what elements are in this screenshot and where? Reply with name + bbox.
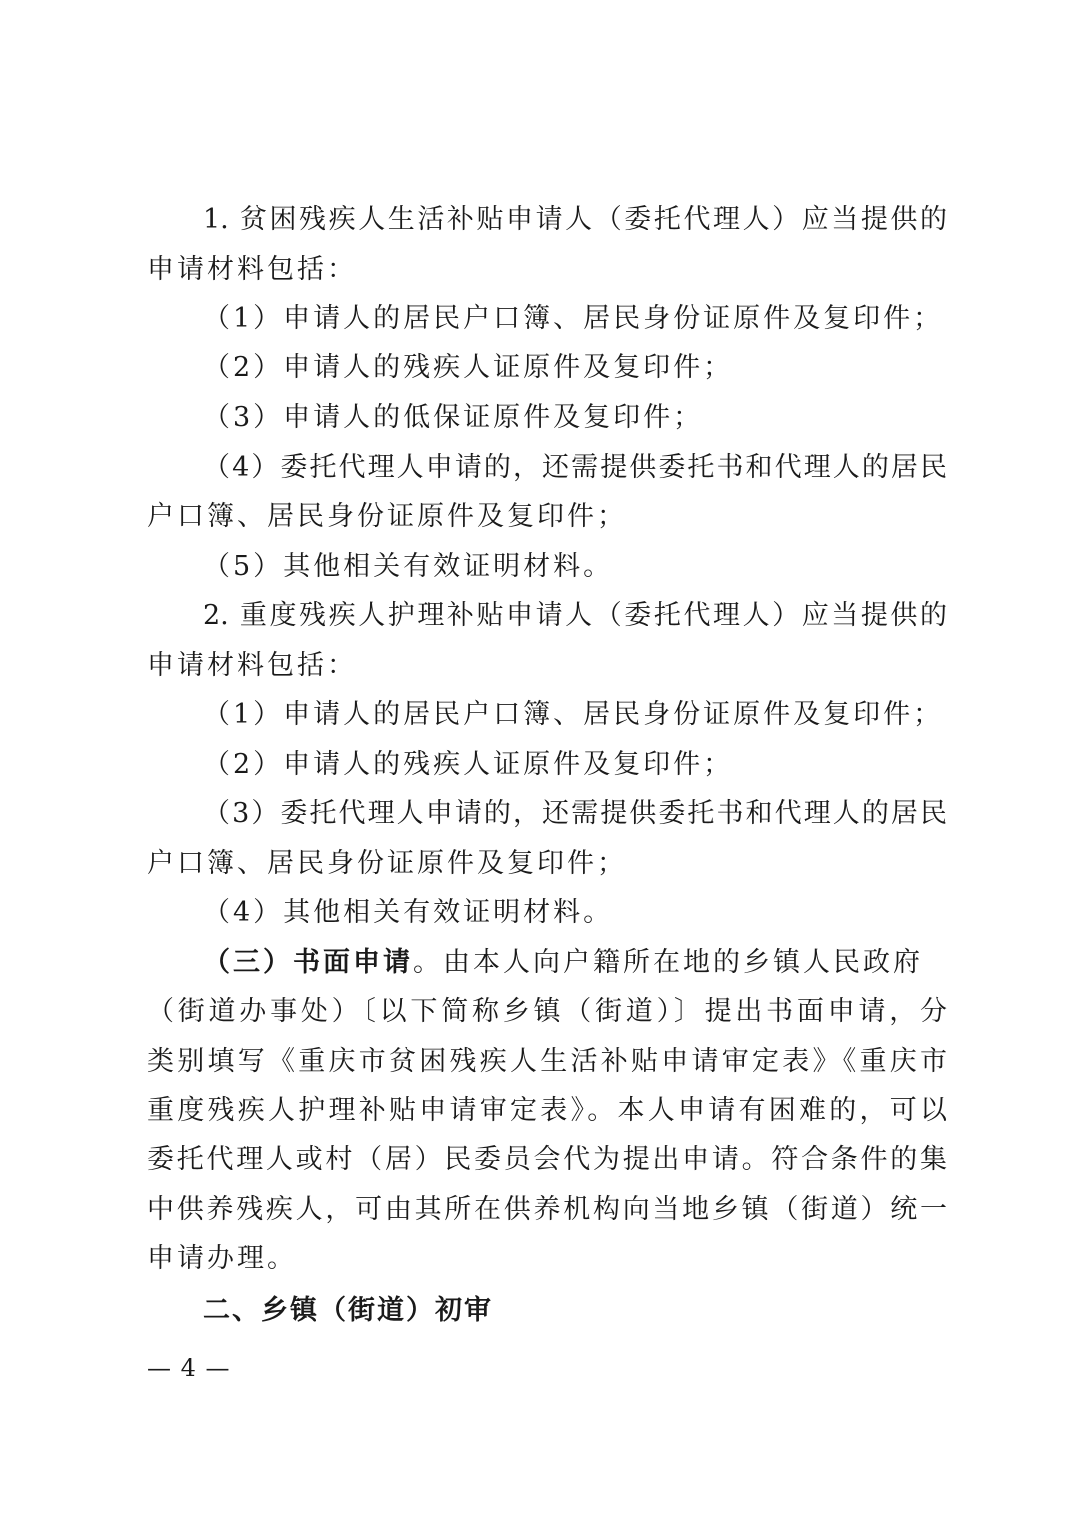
- list-item: （3）申请人的低保证原件及复印件；: [203, 402, 704, 433]
- paragraph-line: （街道办事处）〔以下简称乡镇（街道）〕提出书面申请，分: [147, 996, 947, 1027]
- section-title-inline: （三）书面申请: [203, 947, 413, 978]
- section-heading: 二、乡镇（街道）初审: [203, 1295, 493, 1326]
- page-number: — 4 —: [147, 1354, 231, 1382]
- paragraph-line: 中供养残疾人，可由其所在供养机构向当地乡镇（街道）统一: [147, 1194, 947, 1225]
- paragraph-line: 申请材料包括：: [147, 254, 357, 285]
- paragraph-text: 。由本人向户籍所在地的乡镇人民政府: [413, 947, 923, 978]
- paragraph-line: 类别填写《重庆市贫困残疾人生活补贴申请审定表》《重庆市: [147, 1046, 947, 1077]
- list-item: （2）申请人的残疾人证原件及复印件；: [203, 749, 734, 780]
- paragraph-line: [203, 943, 947, 983]
- paragraph-line: 2. 重度残疾人护理补贴申请人（委托代理人）应当提供的: [203, 600, 947, 631]
- list-item: （4）其他相关有效证明材料。: [203, 897, 614, 928]
- paragraph-line: 委托代理人或村（居）民委员会代为提出申请。符合条件的集: [147, 1144, 947, 1175]
- paragraph-line: 申请材料包括：: [147, 650, 357, 681]
- list-item: （4）委托代理人申请的，还需提供委托书和代理人的居民: [203, 452, 947, 483]
- paragraph-line: 重度残疾人护理补贴申请审定表》。本人申请有困难的，可以: [147, 1095, 947, 1126]
- list-item: （5）其他相关有效证明材料。: [203, 551, 614, 582]
- list-item: （3）委托代理人申请的，还需提供委托书和代理人的居民: [203, 798, 947, 829]
- paragraph-line: 户口簿、居民身份证原件及复印件；: [147, 501, 627, 532]
- paragraph-line: 户口簿、居民身份证原件及复印件；: [147, 848, 627, 879]
- list-item: （1）申请人的居民户口簿、居民身份证原件及复印件；: [203, 303, 944, 334]
- list-item: （2）申请人的残疾人证原件及复印件；: [203, 352, 734, 383]
- paragraph-line: 1. 贫困残疾人生活补贴申请人（委托代理人）应当提供的: [203, 204, 947, 235]
- list-item: （1）申请人的居民户口簿、居民身份证原件及复印件；: [203, 699, 944, 730]
- paragraph-line: 申请办理。: [147, 1243, 297, 1274]
